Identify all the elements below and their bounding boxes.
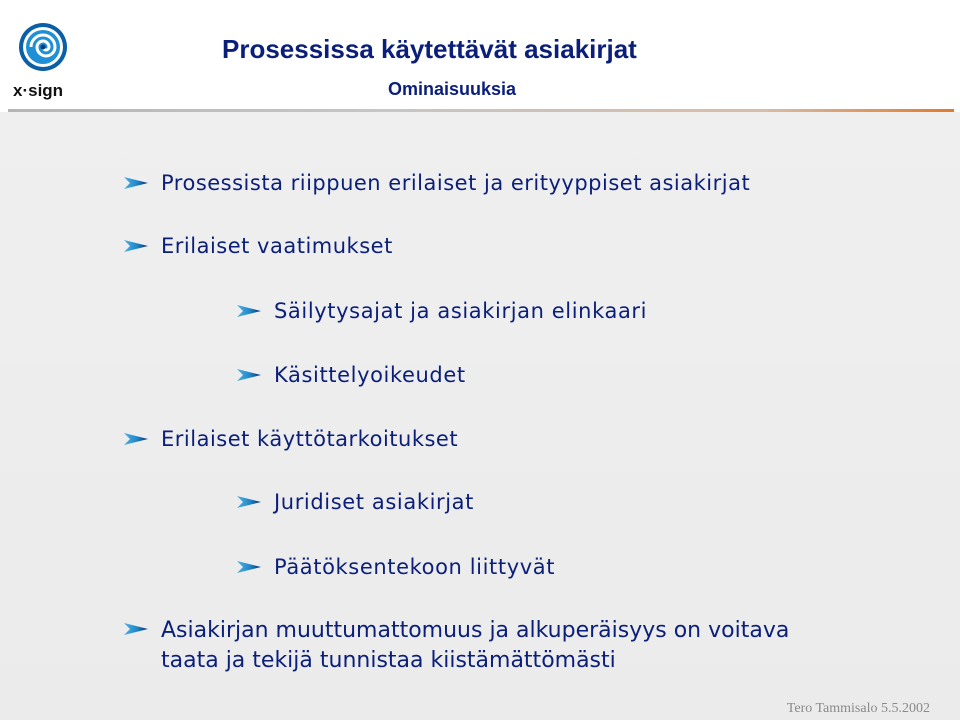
- bullet-text: Käsittelyoikeudet: [274, 363, 466, 387]
- arrow-bullet-icon: [237, 304, 261, 318]
- sub-bullet-item: [274, 299, 647, 323]
- svg-text:x·sign: x·sign: [13, 81, 64, 100]
- page-subtitle: Ominaisuuksia: [388, 79, 517, 99]
- bullet-text: Juridiset asiakirjat: [274, 490, 474, 514]
- bullet-item: [161, 616, 801, 676]
- bullet-item: [161, 234, 393, 258]
- arrow-bullet-icon: [237, 495, 261, 509]
- x-sign-logo: [10, 20, 72, 104]
- sub-bullet-item: [274, 555, 555, 579]
- bullet-item: [161, 171, 750, 195]
- arrow-bullet-icon: [237, 368, 261, 382]
- page-title: Prosessissa käytettävät asiakirjat: [222, 34, 637, 64]
- sub-bullet-item: [274, 363, 466, 387]
- footer-author-date: Tero Tammisalo 5.5.2002: [786, 701, 930, 716]
- bullet-text: Säilytysajat ja asiakirjan elinkaari: [274, 299, 648, 323]
- bullet-text: Päätöksentekoon liittyvät: [274, 555, 556, 579]
- bullet-text: Erilaiset käyttötarkoitukset: [161, 427, 459, 451]
- arrow-bullet-icon: [124, 176, 148, 190]
- bullet-text: Erilaiset vaatimukset: [161, 234, 393, 258]
- slide-header: [0, 0, 960, 110]
- arrow-bullet-icon: [124, 239, 148, 253]
- bullet-text: Prosessista riippuen erilaiset ja erityyppiset asiakirjat: [161, 171, 751, 195]
- arrow-bullet-icon: [124, 432, 148, 446]
- spiral-icon: [19, 23, 67, 71]
- sub-bullet-item: [274, 490, 474, 514]
- bullet-text: Asiakirjan muuttumattomuus ja alkuperäisyys on voitava taata ja tekijä tunnistaa kiistämättömästi: [161, 618, 790, 673]
- bullet-item: [161, 427, 458, 451]
- arrow-bullet-icon: [237, 560, 261, 574]
- arrow-bullet-icon: [124, 622, 148, 636]
